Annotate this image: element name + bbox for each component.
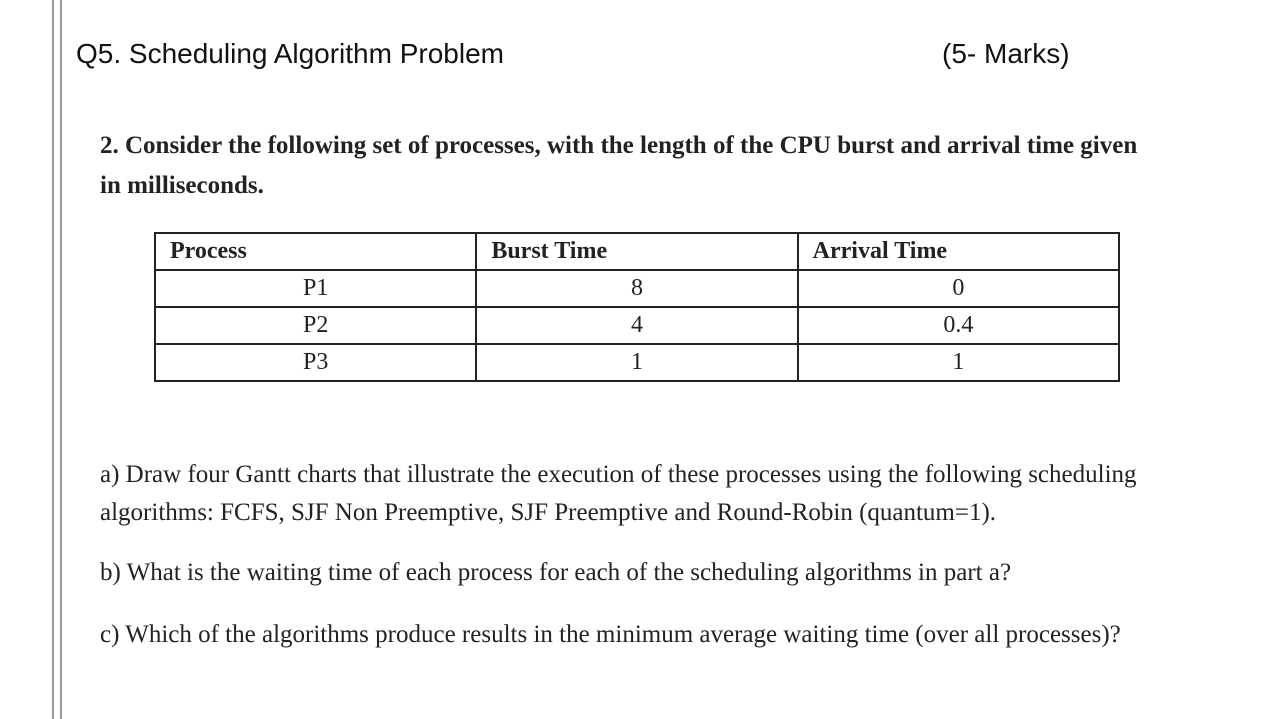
question-line-1: 2. Consider the following set of processes, with the length of the CPU burst and arrival time given (100, 132, 1138, 159)
cell-burst-time: 4 (476, 307, 797, 344)
cell-arrival-time: 1 (798, 344, 1119, 381)
table-header-row (155, 233, 1119, 270)
header-arrival-time: Arrival Time (798, 233, 1119, 270)
cell-process: P1 (155, 270, 476, 307)
cell-arrival-time: 0.4 (798, 307, 1119, 344)
table-row (155, 307, 1119, 344)
header-process: Process (155, 233, 476, 270)
marks-label: (5- Marks) (942, 38, 1070, 69)
page-margin-line-outer (52, 0, 54, 719)
sub-questions (100, 456, 1250, 654)
question-title: Q5. Scheduling Algorithm Problem (76, 38, 504, 69)
part-a-line-1: a) Draw four Gantt charts that illustrate the execution of these processes using the following scheduling (100, 461, 1137, 488)
cell-arrival-time: 0 (798, 270, 1119, 307)
cell-burst-time: 8 (476, 270, 797, 307)
question-statement (100, 126, 1230, 206)
part-a (100, 456, 1250, 532)
table-row (155, 270, 1119, 307)
part-c: c) Which of the algorithms produce results in the minimum average waiting time (over all processes)? (100, 621, 1121, 648)
header-burst-time: Burst Time (476, 233, 797, 270)
cell-process: P3 (155, 344, 476, 381)
table-row (155, 344, 1119, 381)
cell-burst-time: 1 (476, 344, 797, 381)
process-table (154, 232, 1120, 382)
cell-process: P2 (155, 307, 476, 344)
page-margin-line-inner (60, 0, 62, 719)
question-header (76, 38, 1080, 78)
part-a-line-2: algorithms: FCFS, SJF Non Preemptive, SJF Preemptive and Round-Robin (quantum=1). (100, 499, 997, 526)
part-b: b) What is the waiting time of each process for each of the scheduling algorithms in part a? (100, 559, 1012, 586)
question-line-2: in milliseconds. (100, 172, 264, 199)
